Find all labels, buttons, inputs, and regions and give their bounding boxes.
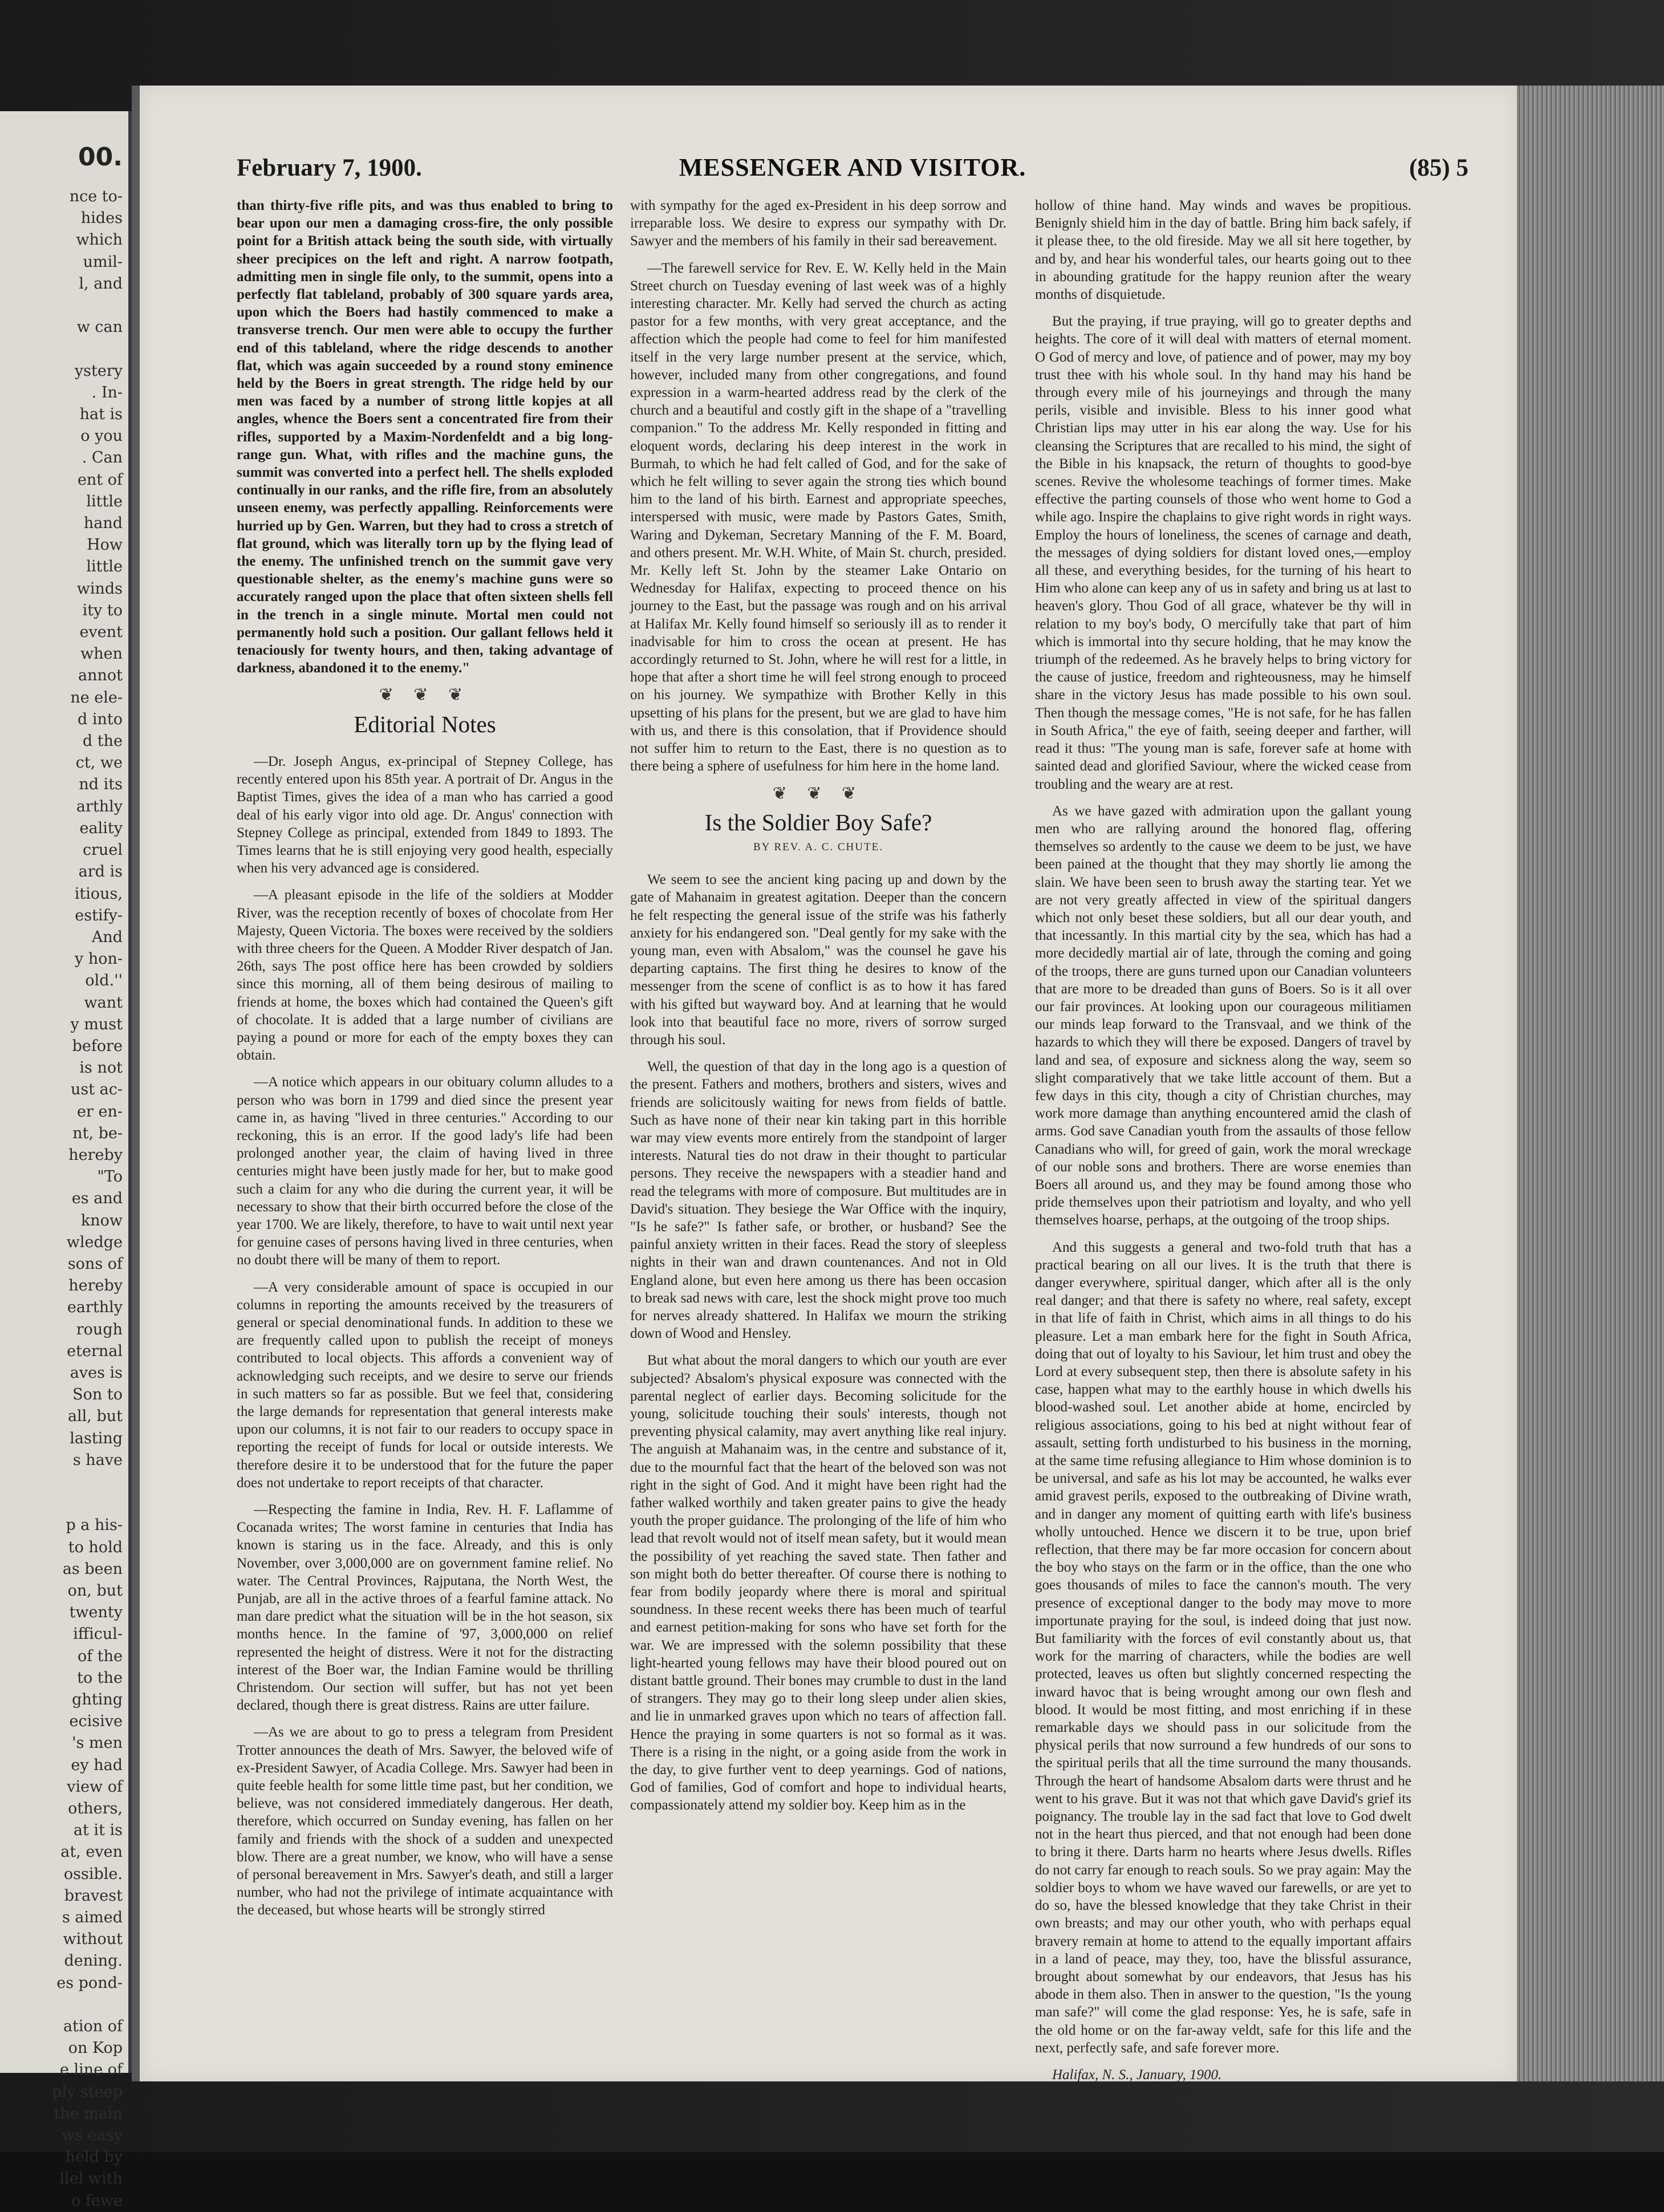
facing-page-line-fragment: ey had — [71, 1756, 123, 1774]
facing-page-line-fragment: little — [86, 492, 123, 510]
facing-page-line-fragment: little — [86, 558, 123, 576]
facing-page-line-fragment: ne ele- — [70, 688, 123, 707]
newspaper-page — [140, 86, 1517, 2081]
article-paragraph: Well, the question of that day in the long ago is a question of the present. Fathers and mothers, brothers and sisters, wives and friends are solicitously waiting for news from fields of battle. Such as have none of their near kin taking part in this horrible war may view events more entirely from the standpoint of larger interests. Natural ties do not draw in their thought to particular persons. They receive the newspapers with a steadier hand and read the telegrams with more of composure. But multitudes are in David's situation. They besiege the War Office with the inquiry, "Is he safe?" Is father safe, or brother, or husband? See the painful anxiety written in their faces. Read the story of sleepless nights in their wan and drawn countenances. And not in Old England alone, but even here among us there has been occasion to break sad news with care, lest the shock might prove too much for nerves already shattered. In Halifax we mourn the striking down of Wood and Hensley. — [630, 1059, 1006, 1342]
facing-page-line-fragment: at, even — [60, 1843, 123, 1861]
facing-page-line-fragment: rough — [76, 1320, 123, 1338]
facing-page-line-fragment: d the — [82, 732, 123, 750]
boer-war-report-continued: than thirty-five rifle pits, and was thus enabled to bring to bear upon our men a damaging cross-fire, the only possible point for a British attack being the south side, with virtually sheer precipices on the left and right. A narrow footpath, admitting men in single file only, to the summit, opens into a perfectly flat tableland, probably of 300 square yards area, upon which the Boers had hastily commenced to make a transverse trench. Our men were able to occupy the further end of this tableland, where the ridge descends to another flat, which was again succeeded by a round stony eminence held by the Boers in great strength. The ridge held by our men was faced by a number of strong little kopjes at all angles, whence the Boers sent a concentrated fire from their rifles, supported by a Maxim-Nordenfeldt and a big long-range gun. What, with rifles and the machine guns, the summit was converted into a perfect hell. The shells exploded continually in our ranks, and the rifle fire, from an absolutely unseen enemy, was perfectly appalling. Reinforcements were hurried up by Gen. Warren, but they had to cross a stretch of flat ground, which was literally torn up by the flying lead of the enemy. The unfinished trench on the summit gave very questionable shelter, as the enemy's machine guns were so accurately ranged upon the place that often sixteen shells fell in the trench in a single minute. Mortal men could not permanently hold such a position. Our gallant fellows held it tenaciously for twenty hours, and then, taking advantage of darkness, abandoned it to the enemy." — [237, 198, 613, 676]
facing-page-line-fragment: umil- — [83, 253, 123, 271]
facing-page-line-fragment: es pond- — [56, 1974, 123, 1992]
facing-page-line-fragment — [0, 295, 128, 316]
facing-page-line-fragment: estify- — [75, 906, 123, 924]
facing-page-line-fragment: "To — [97, 1168, 123, 1186]
facing-page-line-fragment: hereby — [68, 1146, 123, 1164]
facing-page-line-fragment: ct, we — [75, 754, 123, 772]
book-gutter — [132, 86, 140, 2081]
facing-page-line-fragment: e line of — [59, 2061, 123, 2079]
article-byline: BY REV. A. C. CHUTE. — [753, 841, 883, 853]
facing-page-edge — [0, 111, 132, 2210]
editorial-note: —A pleasant episode in the life of the soldiers at Modder River, was the reception recently of boxes of chocolate from Her Majesty, Queen Victoria. The boxes were received by the soldiers with three cheers for the Queen. A Modder River despatch of Jan. 26th, says The post office here has been crowded by soldiers since this morning, all of them being desirous of mailing to friends at home, the boxes which had contained the Queen's gift of chocolate. It is added that a large number of civilians are paying a pound or more for each of the empty boxes they can obtain. — [237, 887, 613, 1064]
facing-page-line-fragment: l, and — [79, 274, 123, 293]
facing-page-line-fragment: w can — [76, 318, 123, 336]
book-page-edges — [1517, 86, 1664, 2081]
facing-page-line-fragment: p a his- — [66, 1516, 123, 1535]
facing-page-line-fragment: Son to — [72, 1386, 123, 1404]
column-2 — [630, 197, 1006, 1824]
masthead: MESSENGER AND VISITOR. — [679, 153, 1026, 181]
facing-page-line-fragment — [0, 1994, 128, 2016]
facing-page-line-fragment: view of — [67, 1777, 123, 1796]
article-paragraph: hollow of thine hand. May winds and waves be propitious. Benignly shield him in the day of battle. Bring him back safely, if it please thee, to the old fireside. May we all sit here together, by and by, and hear his wonderful tales, our hearts going out to thee in abounding gratitude for the happy reunion after the weary months of disquietude. — [1035, 198, 1411, 303]
facing-page-line-fragment — [0, 338, 128, 360]
facing-page-line-fragment: nd its — [79, 776, 123, 794]
facing-page-line-fragment: aves is — [70, 1363, 123, 1382]
facing-page-line-fragment: . Can — [82, 449, 123, 467]
facing-page-line-fragment: nt, be- — [72, 1124, 123, 1142]
article-signature: Halifax, N. S., January, 1900. — [1052, 2067, 1222, 2083]
facing-page-line-fragment: 's men — [72, 1734, 123, 1752]
facing-page-line-fragment: is not — [79, 1059, 123, 1077]
facing-page-line-fragment: cruel — [82, 841, 123, 859]
column-3 — [1035, 197, 1411, 2093]
facing-page-line-fragment: d into — [78, 710, 123, 728]
editorial-note: —As we are about to go to press a telegram from President Trotter announces the death of Mrs. Sawyer, the beloved wife of ex-President Sawyer, of Acadia College. Mrs. Sawyer had been in quite feeble health for some little time past, but her condition, we believe, was not considered immediately dangerous. Her death, therefore, which occurred on Sunday evening, has fallen on her family and friends with the shock of a sudden and unexpected blow. There are a great number, we know, who will have a sense of personal bereavement in Mrs. Sawyer's death, and still a larger number, who had not the privilege of intimate acquaintance with the deceased, but whose hearts will be strongly stirred — [237, 1724, 613, 1918]
facing-page-line-fragment: to hold — [68, 1538, 123, 1556]
facing-page-line-fragment: How — [87, 536, 123, 554]
facing-page-line-fragment: on, but — [67, 1582, 123, 1600]
facing-page-line-fragment: lasting — [70, 1429, 123, 1447]
editorial-note: —Respecting the famine in India, Rev. H. F. Laflamme of Cocanada writes; The worst famine in centuries that India has known is staring us in the face. Already, and this is only November, over 3,000,000 are on government famine relief. No water. The Central Provinces, Rajputana, the North West, the Punjab, are all in the active throes of a fearful famine attack. No man dare predict what the situation will be in the hot season, six months hence. In the famine of '97, 3,000,000 on relief represented the height of distress. Were it not for the distracting interest of the Boer war, the Indian Famine would be thrilling Christendom. Our section will suffer, but has not yet been declared, though there is great distress. Rains are utter failure. — [237, 1502, 613, 1714]
facing-page-line-fragment: es and — [71, 1190, 123, 1208]
facing-page-line-fragment: nce to- — [69, 188, 123, 205]
facing-page-line-fragment: held by — [65, 2148, 123, 2166]
facing-page-line-fragment: ghting — [72, 1691, 123, 1709]
facing-page-line-fragment: ply steep — [52, 2083, 123, 2101]
facing-page-line-fragment: winds — [76, 579, 123, 598]
facing-page-line-fragment: before — [72, 1037, 123, 1055]
facing-page-line-fragment: all, but — [67, 1407, 123, 1426]
page-header — [237, 148, 1468, 194]
page-number: (85) 5 — [1409, 155, 1468, 181]
facing-page-line-fragment: ard is — [78, 863, 123, 881]
article-paragraph: And this suggests a general and two-fold truth that has a practical bearing on all our lives. It is the truth that there is danger everywhere, spiritual danger, which after all is the only real danger; and that there is safety no where, real safety, except in that life of faith in Christ, which aims in all things to do his pleasure. Let a man embark here for the fight in South Africa, doing that out of loyalty to his Saviour, let him trust and obey the Lord at every subsequent step, then there is absolute safety in his case, happen what may to the earthly house in which dwells his blood-washed soul. Let another abide at home, encircled by religious associations, going to his bed at night without fear of assault, setting forth undisturbed to his business in the morning, at the same time refusing allegiance to Him whose dominion is to be universal, and safe as his lot may be accounted, he walks ever amid gravest perils, exposed to the outbreaking of Divine wrath, and in danger any moment of quitting earth with life's business wholly untouched. Hence we discern it to be true, upon brief reflection, that there may be far more occasion for concern about the boy who stays on the farm or in the office, than the one who goes thousands of miles to face the cannon's mouth. The very presence of exceptional danger to the body may move to more importunate praying for the soul, is indeed doing that just now. But familiarity with the forces of evil constantly about us, that work for the marring of characters, while the bodies are well protected, leaves us often but slightly concerned respecting the inward havoc that is being wrought among our own flesh and blood. It would be most fitting, and most enriching if in these remarkable days we should pass in our solicitude from the physical perils that now surround a few hundreds of our sons to the spiritual perils that all the time surround the many thousands. Through the heart of handsome Absalom darts were thrust and he went to his grave. But it was not that which gave David's grief its poignancy. The trouble lay in the sad fact that love to God dwelt not in the heart thus pierced, and that not enough had been done to bring it there. Darts harm no hearts where Jesus dwells. Rifles do not carry far enough to reach souls. So we pray again: May the soldier boys to whom we have waved our farewells, or are yet to do so, have the blessed knowledge that they take Christ in their own breasts; and may our other youth, who with perhaps equal bravery remain at home to attend to the equally important affairs in a land of peace, may they, too, have the blissful assurance, brought about somewhat by our endeavors, that Jesus has his abode in them also. Then in answer to the question, "Is the young man safe?" will come the glad response: Yes, he is safe, safe in the old home or on the far-away veldt, safe for this life and the next, perfectly safe, and safe forever more. — [1035, 1239, 1411, 2056]
facing-page-line-fragment: hereby — [68, 1277, 123, 1295]
facing-page-line-fragment: y must — [70, 1015, 123, 1033]
facing-page-line-fragment: wledge — [66, 1233, 123, 1251]
facing-page-line-fragment: ecisive — [69, 1712, 123, 1731]
facing-page-line-fragment: itious, — [74, 884, 123, 903]
facing-page-line-fragment: llel with — [59, 2170, 123, 2188]
editorial-note: —Dr. Joseph Angus, ex-principal of Stepney College, has recently entered upon his 85th year. A portrait of Dr. Angus in the Baptist Times, gives the idea of a man who has carried a good deal of his early vigor into old age. Dr. Angus' connection with Stepney College as principal, extended from 1849 to 1893. The Times learns that he is still enjoying very good health, especially when his very advanced age is considered. — [237, 753, 613, 876]
facing-page-line-fragment: . In- — [91, 383, 123, 401]
facing-page-line-fragment: And — [91, 928, 123, 946]
facing-page-line-fragment: ity to — [82, 601, 123, 619]
facing-page-line-fragment: ation of — [63, 2018, 123, 2036]
facing-page-line-fragment: ystery — [74, 362, 123, 380]
editorial-notes-heading: Editorial Notes — [354, 711, 496, 737]
facing-page-line-fragment: hand — [83, 514, 123, 533]
facing-page-line-fragment: when — [80, 645, 123, 663]
facing-page-line-fragment: eality — [79, 819, 123, 837]
facing-page-text-fragments — [0, 186, 128, 2212]
editorial-note: —A notice which appears in our obituary column alludes to a person who was born in 1799 and died since the present year came in, as having "lived in three centuries." According to our reckoning, this is an error. If the good lady's life had been prolonged another year, the claim of having lived in three centuries might have been justly made for her, but to make good such a claim for any who die during the current year, it will be necessary to show that their birth occurred before the close of the year 1700. We are likely, therefore, to have to wait until next year for genuine cases of persons having lived in three centuries, when no doubt there will be many of them to report. — [237, 1074, 613, 1268]
facing-page-line-fragment: twenty — [69, 1604, 123, 1622]
facing-page-line-fragment: others, — [68, 1800, 123, 1818]
facing-page-line-fragment: annot — [78, 667, 123, 685]
facing-page-line-fragment: sons of — [67, 1255, 123, 1273]
facing-page-line-fragment: hides — [80, 209, 123, 228]
facing-page-line-fragment: hat is — [79, 405, 123, 424]
article-title: Is the Soldier Boy Safe? — [704, 809, 932, 835]
facing-page-line-fragment: at it is — [73, 1821, 123, 1840]
facing-page-line-fragment: which — [76, 231, 123, 249]
facing-page-line-fragment: ifficul- — [73, 1625, 123, 1643]
facing-page-line-fragment: without — [63, 1930, 123, 1949]
facing-page-line-fragment: to the — [77, 1669, 123, 1687]
facing-page-line-fragment: on Kop — [68, 2039, 123, 2057]
facing-page-line-fragment: event — [79, 623, 123, 642]
facing-page-line-fragment: of the — [77, 1647, 123, 1665]
editorial-note: —A very considerable amount of space is occupied in our columns in reporting the amounts received by the treasurers of general or special denominational funds. In addition to these we are frequently called upon to publish the receipt of moneys contributed to local objects. This affords a convenient way of acknowledging such receipts, and we desire to serve our friends in such matters so far as possible. But we feel that, considering the large demands for representation that general interests make upon our columns, it is not fair to our readers to occupy space in reporting the receipt of funds for local or outside interests. We therefore desire it to be understood that for the future the paper does not undertake to report receipts of that character. — [237, 1279, 613, 1491]
facing-page-line-fragment: as been — [62, 1560, 123, 1578]
facing-page-line-fragment — [0, 1493, 128, 1515]
facing-page-line-fragment — [0, 1471, 128, 1493]
facing-page-line-fragment: o you — [80, 427, 123, 445]
column-1 — [237, 197, 613, 1929]
facing-page-line-fragment: ust ac- — [70, 1081, 123, 1099]
article-paragraph: But the praying, if true praying, will go to greater depths and heights. The core of it will deal with matters of eternal moment. O God of mercy and love, of patience and of power, may my boy trust thee with his whole soul. In thy hand may his hand be through every mile of his journeyings and through the many perils, visible and invisible. Bless to his inner good what Christian lips may utter in his ear along the way. Use for his cleansing the Scriptures that are recalled to his mind, the sight of the Bible in his knapsack, the return of thoughts to good-bye scenes. Revive the wholesome teachings of former times. Make effective the parting counsels of those who went home to God a while ago. Inspire the chaplains to give right words in right ways. Employ the hours of loneliness, the scenes of carnage and death, the messages of dying soldiers for distant loved ones,—employ all these, and everything besides, for the turning of his heart to Him who alone can keep any of us in safety and bring us at last to heaven's glory. Thou God of all grace, whatever be thy will in relation to my boy's body, O mercifully take that part of him which is immortal into thy secure holding, that he may know the triumph of the redeemed. As he bravely helps to bring victory for the cause of justice, freedom and righteousness, may he himself share in the victory Jesus has made possible to his own soul. Then though the message comes, "He is not safe, for he has fallen in South Africa," the eye of faith, seeing deeper and farther, will read it thus: "The young man is safe, forever safe at home with sainted dead and glorified Saviour, where the wicked cease from troubling and the weary are at rest. — [1035, 314, 1411, 792]
issue-date: February 7, 1900. — [237, 155, 422, 181]
facing-page-line-fragment: bravest — [64, 1886, 123, 1905]
section-ornament: ❦ ❦ ❦ — [772, 784, 865, 803]
facing-page-line-fragment: s have — [72, 1451, 123, 1469]
facing-page-line-fragment: er en- — [77, 1102, 123, 1121]
facing-page-line-fragment: dening. — [64, 1952, 123, 1970]
facing-page-line-fragment: o fewe — [71, 2191, 123, 2210]
facing-page-line-fragment: want — [84, 993, 123, 1012]
facing-page-line-fragment: s aimed — [62, 1909, 123, 1927]
facing-page-line-fragment: ent of — [77, 470, 123, 489]
facing-page-line-fragment: the main — [54, 2104, 123, 2122]
facing-page-line-fragment: ossible. — [63, 1865, 123, 1883]
editorial-note: —The farewell service for Rev. E. W. Kelly held in the Main Street church on Tuesday evening of last week was of a highly interesting character. Mr. Kelly had served the church as acting pastor for a few months, with very great acceptance, and the affection which the people had come to feel for him manifested itself in the very large number present at the service, which, however, included many from other congregations, and found expression in a warm-hearted address read by the clerk of the church and a beautiful and costly gift in the shape of a "travelling companion." To the address Mr. Kelly responded in fitting and eloquent words, declaring his deep interest in the work in Burmah, to which he had felt called of God, and for the sake of which he felt willing to sever again the strong ties which bound him to the land of his birth. Earnest and appropriate speeches, interspersed with music, were made by Pastors Gates, Smith, Waring and Dykeman, Secretary Manning of the F. M. Board, and others present. Mr. W.H. White, of Main St. church, presided. Mr. Kelly left St. John by the steamer Lake Ontario on Wednesday for Halifax, expecting to proceed thence on his journey to the East, but the passage was rough and on his arrival at Halifax Mr. Kelly found himself so seriously ill as to render it inadvisable for him to cross the ocean at present. He has accordingly returned to St. John, where he will rest for a little, in hope that after a short time he will feel strong enough to proceed on his journey. We sympathize with Brother Kelly in this upsetting of his plans for the present, but we are glad to have him with us, and there is this consolation, that if Providence should not suffer him to return to the East, there is no question as to there being a sphere of usefulness for him here in the home land. — [630, 260, 1006, 774]
facing-page-line-fragment: old.'' — [85, 972, 123, 990]
editorial-note-continued: with sympathy for the aged ex-President in his deep sorrow and irreparable loss. We desire to express our sympathy with Dr. Sawyer and the members of his family in their sad bereavement. — [630, 198, 1006, 249]
facing-page-line-fragment: eternal — [67, 1342, 123, 1360]
facing-page-number: 00. — [78, 143, 123, 172]
facing-page-line-fragment: ws easy — [62, 2126, 123, 2145]
article-paragraph: As we have gazed with admiration upon the gallant young men who are rallying around the honored flag, offering themselves so ardently to the cause we deem to be just, we have been pained at the thought that they may shortly lie among the slain. We have been seen to brush away the starting tear. Yet we are not very greatly affected in view of the spiritual dangers which not only beset these soldiers, but all our dear youth, and that incessantly. In this martial city by the sea, which has had a more decidedly martial air of late, through the coming and going of the troops, there are guns turned upon our Canadian volunteers that are more to be dreaded than guns of Boers. So is it all over our fair provinces. At looking upon our courageous militiamen our minds leap forward to the Transvaal, and we think of the hazards to which they will there be exposed. Dangers of travel by land and sea, of exposure and sickness along the way, seem so slight comparatively that we take little account of them. But a few days in this city, though a city of Christian churches, may work more damage than anything encountered amid the clash of arms. God save Canadian youth from the assaults of those fellow Canadians who will, for greed of gain, work the moral wreckage of our noble sons and brothers. There are worse enemies than Boers all around us, and they may be found among those who pride themselves upon their patriotism and loyalty, and who yell themselves hoarse, perhaps, at the outgoing of the troop ships. — [1035, 803, 1411, 1228]
section-ornament: ❦ ❦ ❦ — [379, 685, 471, 705]
facing-page-line-fragment: know — [80, 1211, 123, 1229]
article-paragraph: But what about the moral dangers to which our youth are ever subjected? Absalom's physical exposure was connected with the parental neglect of earlier days. Becoming solicitude for the young, solicitude touching their souls' interests, though not preventing physical calamity, may avert anything like real injury. The anguish at Mahanaim was, in the centre and substance of it, due to the mournful fact that the heart of the beloved son was not right in the sight of God. And it might have been right had the father walked worthily and taken greater pains to give the heady youth the proper guidance. The prolonging of the life of him who lead that revolt would not of itself mean safety, but it would mean the possibility of yet reaching the saved state. Then father and son might both do better thereafter. Of course there is nothing to fear from bodily jeopardy where there is moral and spiritual soundness. In these recent weeks there has been much of tearful and earnest petition-making for sons who have set forth for the war. We are impressed with the solemn possibility that these light-hearted young fellows may have their blood poured out on distant battle ground. Their bones may crumble to dust in the land of strangers. They may go to their long sleep under alien skies, and lie in unmarked graves upon which no tears of affection fall. Hence the praying in some quarters is not so formal as it was. There is a rising in the night, or a going aside from the work in the day, to give further vent to deep yearnings. God of nations, God of families, God of comfort and hope to individual hearts, compassionately attend my soldier boy. Keep him as in the — [630, 1353, 1006, 1813]
facing-page-line-fragment: earthly — [67, 1298, 123, 1317]
facing-page-line-fragment: arthly — [76, 797, 123, 815]
facing-page-line-fragment: y hon- — [75, 950, 123, 968]
article-paragraph: We seem to see the ancient king pacing up and down by the gate of Mahanaim in greatest agitation. Deeper than the concern he felt respecting the general issue of the strife was his fatherly anxiety for his endangered son. "Deal gently for my sake with the young man, even with Absalom," was the counsel he gave his departing captains. The first thing he desires to know of the messenger from the scene of conflict is as to how it has fared with his gifted but wayward boy. And at learning that he would look into that beautiful face no more, rivers of sorrow surged through his soul. — [630, 872, 1006, 1048]
